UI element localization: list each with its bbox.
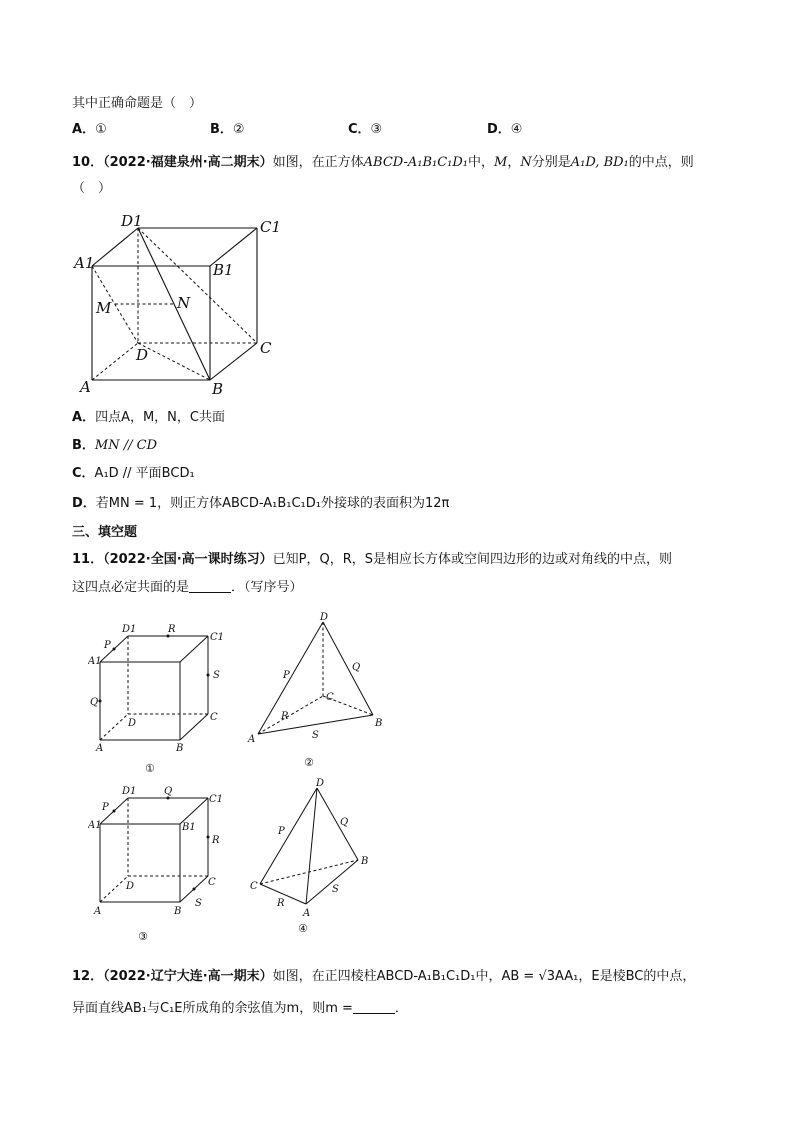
fig3-label-q: Q [164,786,173,797]
fig4-label-c: C [250,881,258,892]
q9-option-c: C．③ [348,122,383,137]
q11-figure-3 [88,782,228,947]
q10-option-a: A．四点A，M，N，C共面 [72,410,225,425]
label-d: D [136,346,149,364]
fig1-label-a1: A1 [88,656,102,667]
fig3-label-a: A [94,906,102,917]
q10-source: （2022·福建泉州·高二期末） [103,155,273,170]
q10-number: 10． [72,155,104,170]
fig3-label-a1: A1 [88,820,102,831]
section-heading: 三、填空题 [72,525,138,540]
q10-cube-name: ABCD-A₁B₁C₁D₁ [363,155,469,170]
fig3-label-d: D [126,881,135,892]
fig3-label-b1: B1 [182,822,196,833]
fig2-label-b: B [375,718,383,729]
fig3-label-b: B [174,906,182,917]
fig1-label-r: R [168,624,176,635]
q11-stem: 11．（2022·全国·高一课时练习）已知P，Q，R，S是相应长方体或空间四边形的边或对角线的中点，则 [72,552,673,567]
fig4-label-p: P [278,826,285,837]
q11-figure-1 [88,620,228,780]
fig1-label-c: C [210,712,218,723]
fig4-caption: ④ [298,922,308,935]
q11-answer-blank[interactable] [189,578,231,593]
label-c: C [260,339,272,357]
label-a1: A1 [74,254,95,272]
label-m: M [96,299,112,317]
fig3-label-p: P [102,802,109,813]
fig4-label-q: Q [340,817,349,828]
q9-option-b: B．② [210,122,245,137]
fig2-label-c: C [326,692,334,703]
q10-stem: 10．（2022·福建泉州·高二期末）如图，在正方体ABCD-A₁B₁C₁D₁中，M，N分别是A₁D, BD₁的中点，则 [72,155,694,170]
fig4-label-d: D [316,778,325,789]
fig4-label-r: R [277,898,285,909]
fig1-caption: ① [145,762,155,775]
fig1-label-d: D [128,718,137,729]
q12-stem-2: 异面直线AB₁与C₁E所成角的余弦值为m，则m = ． [72,1001,408,1016]
fig4-label-b: B [361,856,369,867]
fig2-label-q: Q [352,662,361,673]
fig1-label-d1: D1 [122,624,137,635]
fig3-caption: ③ [138,930,148,943]
fig1-label-p: P [104,640,111,651]
fig3-label-c1: C1 [209,794,224,805]
fig4-label-s: S [332,884,339,895]
fig3-label-s: S [195,898,202,909]
label-a: A [80,378,91,396]
label-c1: C1 [260,218,282,236]
q9-option-d: D．④ [487,122,523,137]
q12-stem: 12．（2022·辽宁大连·高一期末）如图，在正四棱柱ABCD-A₁B₁C₁D₁中，AB = √3AA₁，E是棱BC的中点， [72,969,696,984]
label-d1: D1 [121,212,143,230]
fig4-label-a: A [303,908,311,919]
q10-option-d: D．若MN = 1，则正方体ABCD-A₁B₁C₁D₁外接球的表面积为12π [72,496,450,511]
label-n: N [177,294,191,312]
fig1-label-q: Q [90,697,99,708]
q10-option-b: B．MN // CD [72,438,158,453]
q10-cube-figure [72,208,284,398]
fig2-label-d: D [320,612,329,623]
fig1-label-c1: C1 [210,632,225,643]
q11-figure-4 [248,778,388,938]
q12-source: （2022·辽宁大连·高一期末） [103,969,273,984]
q11-source: （2022·全国·高一课时练习） [103,552,273,567]
q11-stem-2: 这四点必定共面的是 ．（写序号） [72,580,303,595]
label-b1: B1 [213,261,234,279]
fig2-caption: ② [304,756,314,769]
q9-option-a: A．① [72,122,107,137]
q10-option-c: C．A₁D // 平面BCD₁ [72,466,195,481]
q11-figure-2 [246,612,396,772]
fig3-label-c: C [208,877,216,888]
fig3-label-r: R [212,835,220,846]
q10-answer-paren: （ ） [72,181,112,196]
fig2-label-p: P [283,670,290,681]
q11-number: 11． [72,552,104,567]
fig3-label-d1: D1 [122,786,137,797]
fig2-label-s: S [312,730,319,741]
label-b: B [212,380,224,398]
q12-answer-blank[interactable] [353,999,395,1014]
fig1-label-b: B [176,743,184,754]
fig2-label-a: A [248,734,256,745]
fig2-label-r: R [281,711,289,722]
q9-tail: 其中正确命题是（ ） [72,96,203,111]
fig1-label-s: S [213,670,220,681]
q12-number: 12． [72,969,104,984]
fig1-label-a: A [96,743,104,754]
